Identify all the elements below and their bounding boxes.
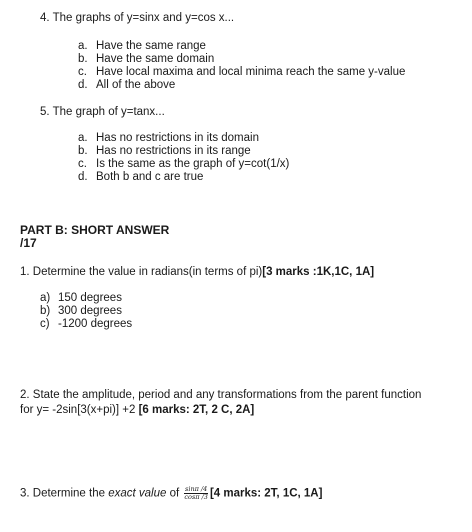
option-text: Has no restrictions in its range xyxy=(96,145,251,157)
option-marker: a. xyxy=(78,40,88,52)
q3-prefix: 3. Determine the xyxy=(20,487,109,500)
option-marker: b. xyxy=(78,53,88,65)
option-text: 150 degrees xyxy=(58,292,122,304)
option-marker: c. xyxy=(78,158,87,170)
q3-of: of xyxy=(166,487,183,500)
q5-stem: 5. The graph of y=tanx... xyxy=(40,106,165,118)
fraction-numerator: sinπ /4 xyxy=(185,485,208,493)
fraction-denominator: cosπ /3 xyxy=(184,493,208,501)
option-marker: a) xyxy=(40,292,51,304)
q5-option-a xyxy=(78,131,259,145)
option-marker: b) xyxy=(40,305,51,317)
option-marker: b. xyxy=(78,145,88,157)
q1-marks: [3 marks :1K,1C, 1A] xyxy=(262,266,375,278)
q1-stem-text: 1. Determine the value in radians(in terms of pi) xyxy=(20,266,263,278)
option-text: 300 degrees xyxy=(58,305,122,317)
q2-expression: for y= -2sin[3(x+pi)] +2 xyxy=(20,404,139,416)
option-marker: a. xyxy=(78,132,88,144)
option-marker: d. xyxy=(78,79,88,91)
option-text: All of the above xyxy=(96,79,176,91)
part-b-total: /17 xyxy=(20,236,37,250)
q1-option-c xyxy=(40,317,132,331)
q4-option-a xyxy=(78,39,206,53)
q3-fraction xyxy=(183,486,209,501)
q3-line xyxy=(20,486,322,501)
option-text: Has no restrictions in its domain xyxy=(96,132,259,144)
q2-line2 xyxy=(20,403,254,417)
q5-option-d xyxy=(78,170,203,184)
q2-line1: 2. State the amplitude, period and any transformations from the parent function xyxy=(20,389,422,401)
q3-emphasis: exact value xyxy=(108,487,167,500)
q5-option-c xyxy=(78,157,289,171)
q4-option-b xyxy=(78,52,214,66)
q1-option-a xyxy=(40,291,122,305)
q2-marks: [6 marks: 2T, 2 C, 2A] xyxy=(138,404,255,416)
option-marker: c. xyxy=(78,66,87,78)
q1-stem xyxy=(20,265,374,279)
option-text: Is the same as the graph of y=cot(1/x) xyxy=(96,158,290,170)
option-text: Have the same range xyxy=(96,40,206,52)
option-marker: d. xyxy=(78,171,88,183)
option-marker: c) xyxy=(40,318,50,330)
part-b-heading: PART B: SHORT ANSWER xyxy=(20,223,170,237)
q1-option-b xyxy=(40,304,122,318)
q5-option-b xyxy=(78,144,251,158)
option-text: Have the same domain xyxy=(96,53,215,65)
q4-stem: 4. The graphs of y=sinx and y=cos x... xyxy=(40,12,235,24)
option-text: Both b and c are true xyxy=(96,171,204,183)
q3-marks: [4 marks: 2T, 1C, 1A] xyxy=(209,487,323,500)
option-text: Have local maxima and local minima reach the same y-value xyxy=(96,66,406,78)
option-text: -1200 degrees xyxy=(58,318,133,330)
q4-option-d xyxy=(78,78,175,92)
q4-option-c xyxy=(78,65,405,79)
